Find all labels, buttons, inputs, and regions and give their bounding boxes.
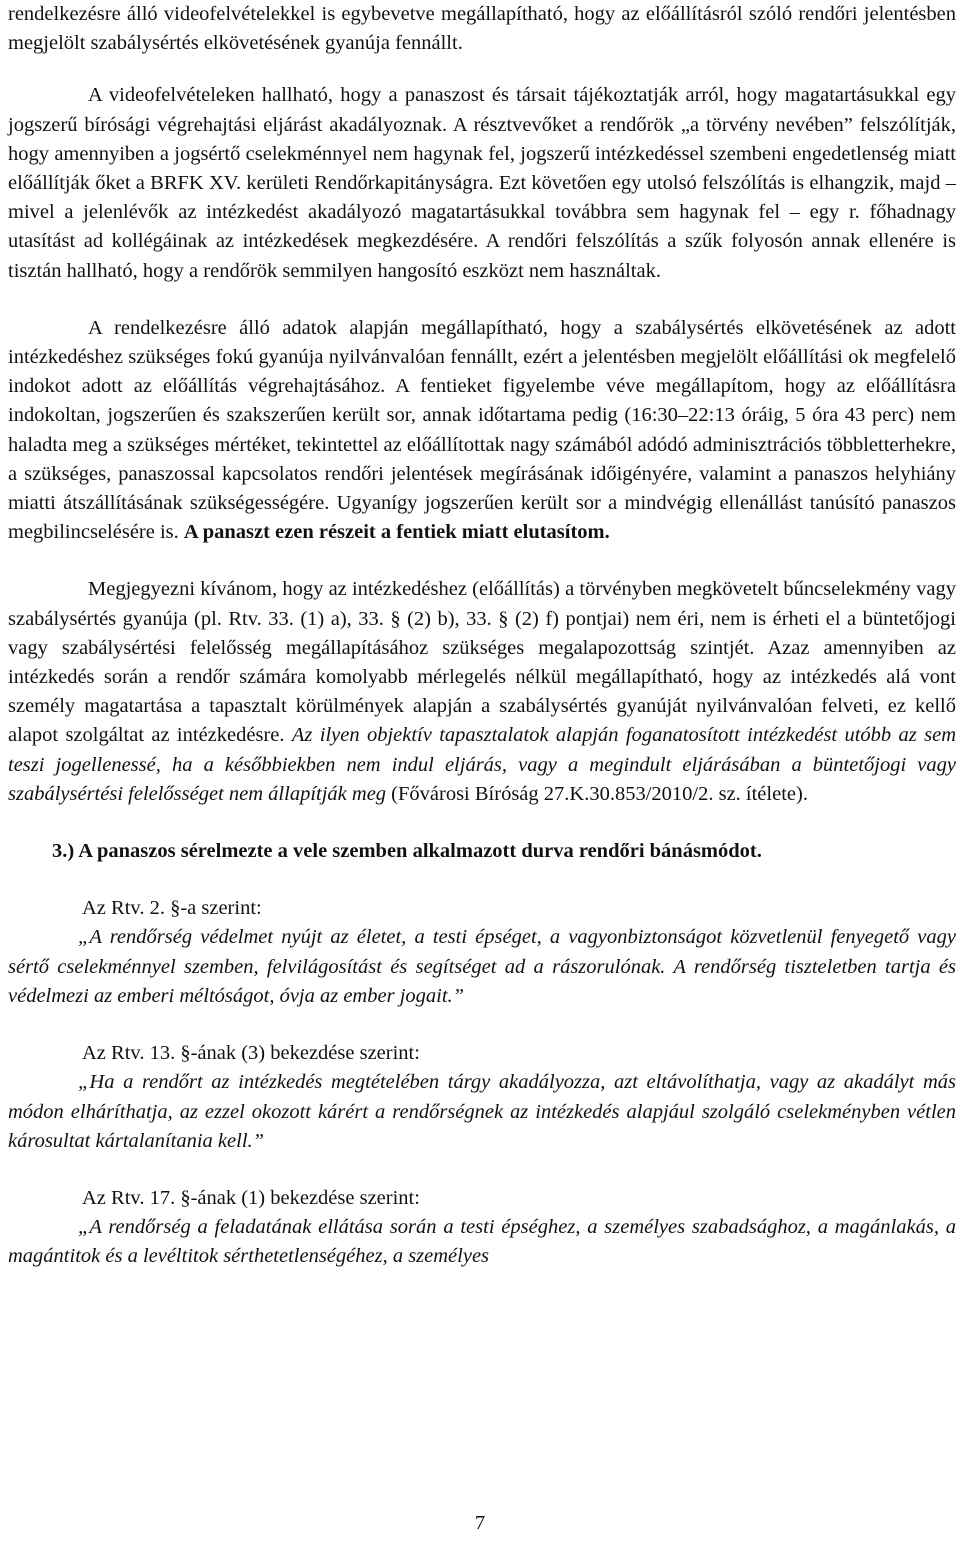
document-page bbox=[8, 0, 956, 1272]
paragraph-data-text: A rendelkezésre álló adatok alapján megállapítható, hogy a szabálysértés elkövetésének az adott intézkedéshez szükséges fokú gyanúja nyilvánvalóan fennállt, ezért a jelentésben megjelölt előállítási ok megfelelő indokot adott az előállítás végrehajtásához. A fentieket figyelembe véve megállapítom, hogy az előállításra indokoltan, jogszerűen és szakszerűen került sor, annak időtartama pedig (16:30–22:13 óráig, 5 óra 43 perc) nem haladta meg a szükséges mértéket, tekintettel az előállítottak nagy számából adódó adminisztrációs többletterhekre, a szükséges, panaszossal kapcsolatos rendőri jelentések megírásának időigényére, valamint a panaszos helyhiány miatti átszállításának szükségességére. Ugyanígy jogszerűen került sor a mindvégig ellenállást tanúsító panaszos megbilincselésére is. bbox=[8, 316, 956, 544]
law-quote-13: „Ha a rendőrt az intézkedés megtételében tárgy akadályozza, azt eltávolíthatja, vagy az akadályt más módon elháríthatja, az ezzel okozott kárért a rendőrségnek az intézkedés alapjául szolgáló cselekményben vétlen károsultat kártalanítania kell.” bbox=[8, 1071, 956, 1152]
law-quote-17: „A rendőrség a feladatának ellátása során a testi épséghez, a személyes szabadsághoz, a magánlakás, a magántitok és a levéltitok sérthetetlenségéhez, a személyes bbox=[8, 1216, 956, 1268]
law-label-17: Az Rtv. 17. §-ának (1) bekezdése szerint: bbox=[82, 1186, 420, 1209]
court-quote: Az ilyen objektív tapasztalatok alapján foganatosított intézkedést utóbb az sem teszi jogellenessé, ha a későbbiekben nem indul eljárás, vagy a megindult eljárásában a büntetőjogi vagy szabálysértési felelősséget nem állapítják meg bbox=[8, 724, 957, 805]
law-label-13: Az Rtv. 13. §-ának (3) bekezdése szerint: bbox=[82, 1042, 420, 1065]
court-reference: (Fővárosi Bíróság 27.K.30.853/2010/2. sz. ítélete). bbox=[391, 782, 808, 805]
paragraph-top: rendelkezésre álló videofelvételekkel is egybevetve megállapítható, hogy az előállításról szóló rendőri jelentésben megjelölt szabálysértés elkövetésének gyanúja fennállt. bbox=[8, 3, 956, 55]
paragraph-note bbox=[8, 575, 956, 809]
page-number: 7 bbox=[474, 1512, 486, 1534]
paragraph-note-text: Megjegyezni kívánom, hogy az intézkedéshez (előállítás) a törvényben megkövetelt bűncselekmény vagy szabálysértés gyanúja (pl. Rtv. 33. (1) a), 33. § (2) b), 33. § (2) f) pontjai) nem éri, nem is érheti el a büntetőjogi vagy szabálysértési felelősség megállapításához szükséges megalapozottság szintjét. Azaz amennyiben az intézkedés során a rendőr számára komolyabb mérlegelés nélkül megállapítható, hogy az intézkedés alá vont személy magatartása a tapasztalt körülmények alapján a szabálysértés gyanúját nyilvánvalóan felveti, ez kellő alapot szolgáltat az intézkedésre. bbox=[8, 578, 956, 747]
rejection-statement: A panaszt ezen részeit a fentiek miatt elutasítom. bbox=[183, 521, 610, 544]
section-heading-3: 3.) A panaszos sérelmezte a vele szemben alkalmazott durva rendőri bánásmódot. bbox=[52, 840, 762, 863]
law-quote-2: „A rendőrség védelmet nyújt az életet, a testi épséget, a vagyonbiztonságot közvetlenül fenyegető vagy sértő cselekménnyel szemben, felvilágosítást és segítséget ad a rászorulónak. A rendőrség tiszteletben tartja és védelmezi az emberi méltóságot, óvja az ember jogait.” bbox=[8, 926, 956, 1007]
paragraph-data bbox=[8, 314, 956, 548]
law-label-2: Az Rtv. 2. §-a szerint: bbox=[82, 897, 262, 920]
paragraph-video: A videofelvételeken hallható, hogy a panaszost és társait tájékoztatják arról, hogy magatartásukkal egy jogszerű bírósági végrehajtási eljárást akadályoznak. A résztvevőket a rendőrök „a törvény nevében” felszólítják, hogy amennyiben a jogsértő cselekménnyel nem hagynak fel, jogszerű intézkedéssel szembeni engedetlenség miatt előállítják őket a BRFK XV. kerületi Rendőrkapitányságra. Ezt követően egy utolsó felszólítás is elhangzik, majd – mivel a jelenlévők az intézkedést akadályozó magatartásukkal továbbra sem hagynak fel – egy r. főhadnagy utasítást ad kollégáinak az intézkedések megkezdésére. A rendőri felszólítás a szűk folyosón annak ellenére is tisztán hallható, hogy a rendőrök semmilyen hangosító eszközt nem használtak. bbox=[8, 84, 956, 282]
